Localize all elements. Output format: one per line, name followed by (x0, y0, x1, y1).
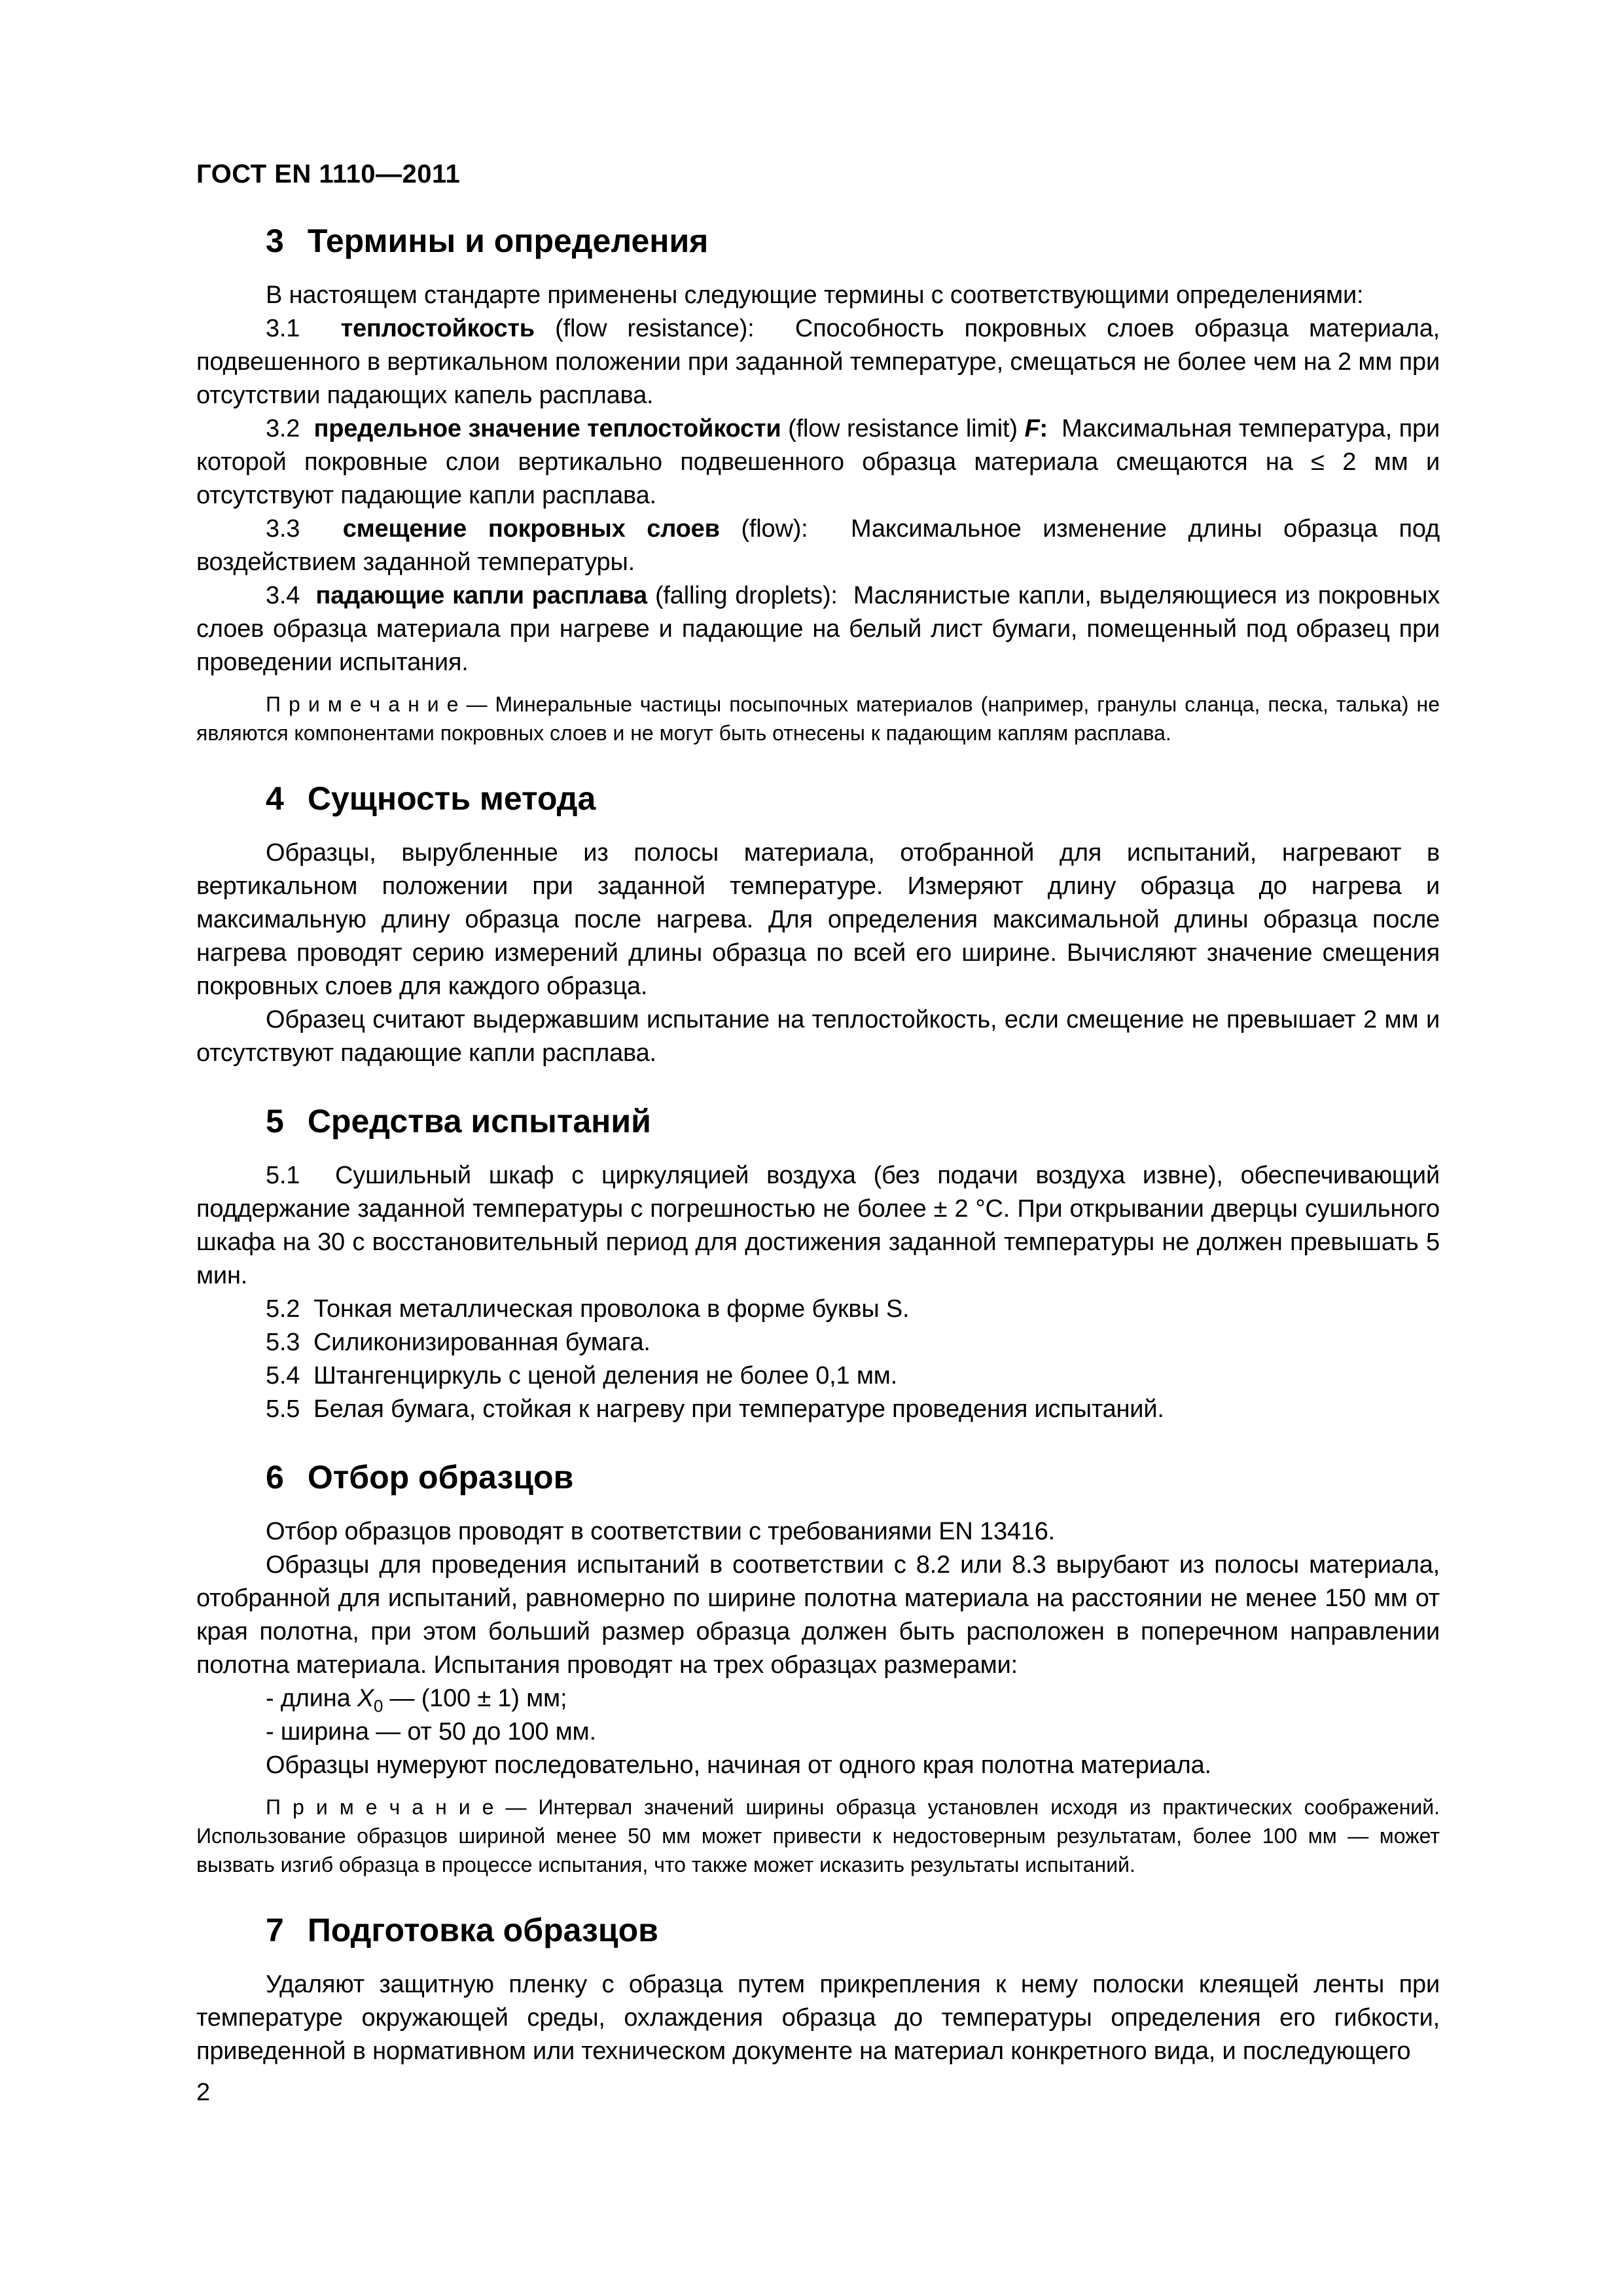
section-6-heading (196, 1458, 1440, 1497)
paragraph (196, 1003, 1440, 1070)
paragraph (196, 1549, 1440, 1682)
text-run: П р и м е ч а н и е — Минеральные частицы посыпочных материалов (например, гранулы сланца, песка, талька) не являются компонентами покровных слоев и не могут быть отнесены к падающим каплям расплава. (196, 692, 1440, 745)
paragraph (196, 312, 1440, 412)
page-number: 2 (196, 2079, 211, 2106)
text-run: (flow resistance): Способность покровных слоев образца материала, подвешенного в вертикальном положении при заданной температуре, смещаться не более чем на 2 мм при отсутствии падающих капель расплава. (196, 315, 1440, 409)
text-run: F (1024, 415, 1040, 442)
paragraph (196, 1749, 1440, 1782)
section-title: Термины и определения (307, 223, 709, 259)
list-item (196, 1715, 1440, 1749)
paragraph (196, 1326, 1440, 1359)
paragraph (196, 1393, 1440, 1426)
section-number: 4 (266, 780, 284, 817)
section-7-heading (196, 1910, 1440, 1950)
paragraph (196, 279, 1440, 312)
text-run: 3.4 (266, 582, 316, 609)
text-run: Образцы для проведения испытаний в соответствии с 8.2 или 8.3 вырубают из полосы материала, отобранной для испытаний, равномерно по ширине полотна материала на расстоянии не менее 150 мм от края полотна, при этом больший размер образца должен быть расположен в поперечном направлении полотна материала. Испытания проводят на трех образцах размерами: (196, 1551, 1440, 1679)
paragraph (196, 579, 1440, 679)
paragraph (196, 1515, 1440, 1549)
text-run: (falling droplets): Маслянистые капли, выделяющиеся из покровных слоев образца материала при нагреве и падающие на белый лист бумаги, помещенный под образец при проведении испытания. (196, 582, 1440, 676)
section-number: 6 (266, 1459, 284, 1496)
note-text (196, 690, 1440, 747)
document-body (196, 221, 1440, 2068)
section-title: Сущность метода (307, 780, 596, 817)
text-run: 3.1 (266, 315, 341, 342)
text-run: - ширина — от 50 до 100 мм. (266, 1718, 596, 1746)
section-number: 3 (266, 223, 284, 259)
text-run: 5.2 Тонкая металлическая проволока в форме буквы S. (266, 1295, 910, 1323)
paragraph (196, 1359, 1440, 1393)
text-run: смещение покровных слоев (342, 515, 720, 543)
section-title: Подготовка образцов (307, 1912, 658, 1948)
text-run: 5.3 Силиконизированная бумага. (266, 1329, 651, 1356)
text-run: : (1039, 415, 1048, 442)
text-run: (flow): Максимальное изменение длины образца под воздействием заданной температуры. (196, 515, 1440, 576)
text-run: 5.1 Сушильный шкаф с циркуляцией воздуха (без подачи воздуха извне), обеспечивающий поддержание заданной температуры с погрешностью не более ± 2 °С. При открывании дверцы сушильного шкафа на 30 с восстановительный период для достижения заданной температуры не должен превышать 5 мин. (196, 1162, 1440, 1289)
text-run: Образец считают выдержавшим испытание на теплостойкость, если смещение не превышает 2 мм и отсутствуют падающие капли расплава. (196, 1006, 1440, 1067)
text-run: 5.4 Штангенциркуль с ценой деления не более 0,1 мм. (266, 1362, 898, 1390)
text-run: Образцы, вырубленные из полосы материала, отобранной для испытаний, нагревают в вертикальном положении при заданной температуре. Измеряют длину образца до нагрева и максимальную длину образца после нагрева. Для определения максимальной длины образца после нагрева проводят серию измерений длины образца по всей его ширине. Вычисляют значение смещения покровных слоев для каждого образца. (196, 839, 1440, 1000)
text-run: X (357, 1685, 374, 1712)
running-header: ГОСТ EN 1110—2011 (196, 160, 461, 188)
section-5-heading (196, 1102, 1440, 1141)
text-run: теплостойкость (340, 315, 535, 342)
note-text (196, 1793, 1440, 1879)
paragraph (196, 412, 1440, 512)
text-run: — (100 ± 1) мм; (383, 1685, 567, 1712)
text-run: 5.5 Белая бумага, стойкая к нагреву при температуре проведения испытаний. (266, 1395, 1164, 1423)
section-number: 7 (266, 1912, 284, 1948)
list-item (196, 1682, 1440, 1715)
text-run: 3.3 (266, 515, 343, 543)
text-run: В настоящем стандарте применены следующие термины с соответствующими определениями: (266, 281, 1364, 309)
text-run: (flow resistance limit) (781, 415, 1025, 442)
section-title: Средства испытаний (307, 1103, 651, 1139)
text-run: П р и м е ч а н и е — Интервал значений ширины образца установлен исходя из практических соображений. Использование образцов шириной менее 50 мм может привести к недостоверным результатам, более 100 мм — может вызвать изгиб образца в процессе испытания, что также может исказить результаты испытаний. (196, 1795, 1440, 1876)
paragraph (196, 836, 1440, 1003)
section-4-heading (196, 779, 1440, 818)
text-run: предельное значение теплостойкости (313, 415, 781, 442)
text-run: Максимальная температура, при которой покровные слои вертикально подвешенного образца материала смещаются на ≤ 2 мм и отсутствуют падающие капли расплава. (196, 415, 1440, 509)
paragraph (196, 1293, 1440, 1326)
section-3-heading (196, 221, 1440, 260)
text-run: падающие капли расплава (315, 582, 647, 609)
text-run: - длина (266, 1685, 357, 1712)
text-run: 3.2 (266, 415, 314, 442)
paragraph (196, 512, 1440, 579)
text-run: Отбор образцов проводят в соответствии с требованиями EN 13416. (266, 1518, 1056, 1545)
text-run: Удаляют защитную пленку с образца путем прикрепления к нему полоски клеящей ленты при температуре окружающей среды, охлаждения образца до температуры определения его гибкости, приведенной в нормативном или техническом документе на материал конкретного вида, и последующего (196, 1971, 1440, 2065)
section-number: 5 (266, 1103, 284, 1139)
paragraph (196, 1968, 1440, 2068)
paragraph (196, 1159, 1440, 1293)
text-run: Образцы нумеруют последовательно, начиная от одного края полотна материала. (266, 1751, 1211, 1779)
section-title: Отбор образцов (307, 1459, 574, 1496)
text-run: 0 (374, 1697, 383, 1716)
